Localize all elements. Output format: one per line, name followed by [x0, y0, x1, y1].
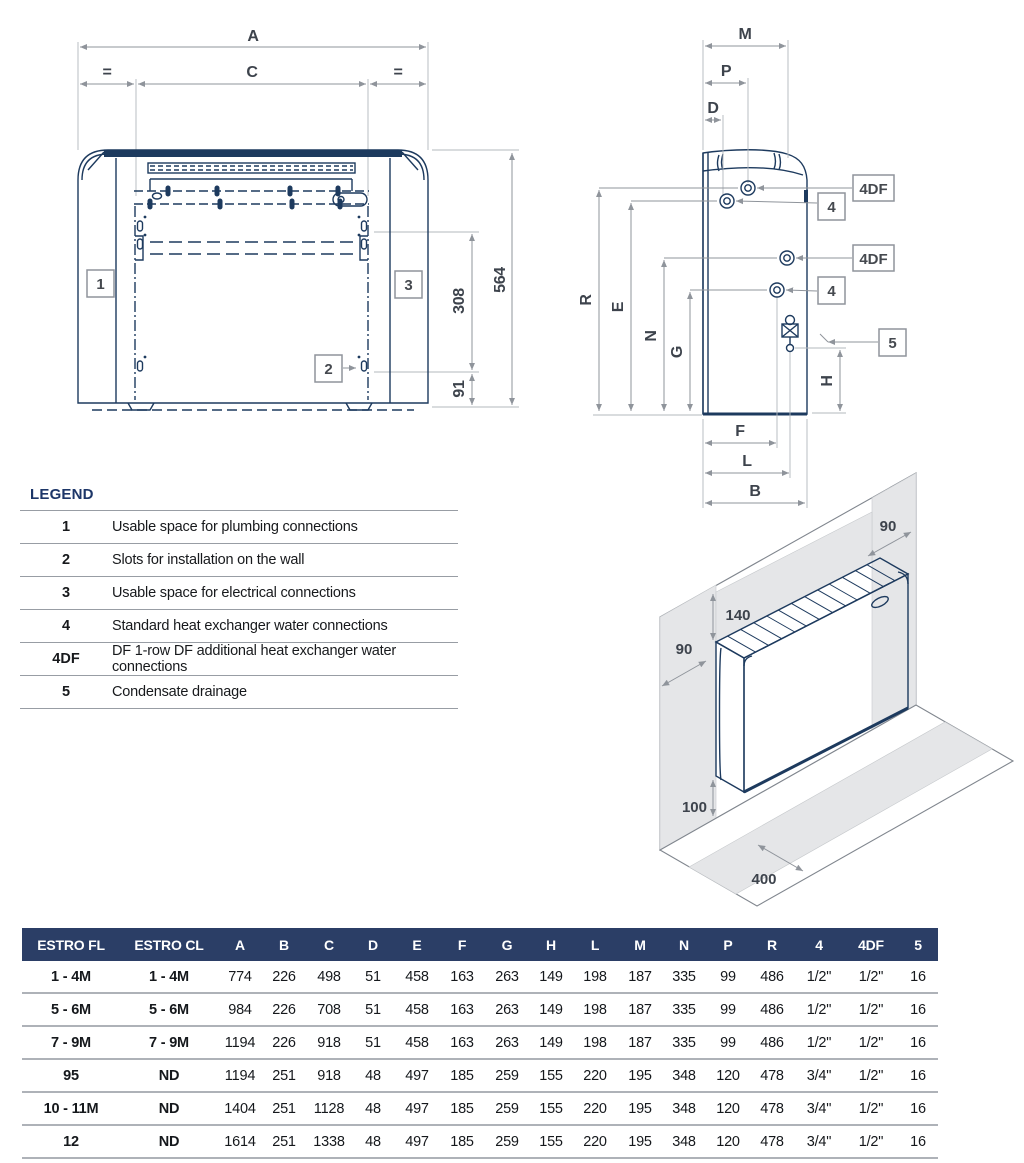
table-cell: 458 [394, 961, 440, 993]
column-header: ESTRO CL [120, 928, 218, 961]
table-cell: 1/2" [844, 1026, 898, 1059]
table-cell: 3/4" [794, 1092, 844, 1125]
table-cell: 497 [394, 1059, 440, 1092]
table-cell: 251 [262, 1125, 306, 1158]
legend-desc: Standard heat exchanger water connections [112, 618, 388, 634]
table-cell: 458 [394, 1026, 440, 1059]
table-cell: 226 [262, 1026, 306, 1059]
table-cell: 348 [662, 1059, 706, 1092]
table-cell: 198 [572, 993, 618, 1026]
table-cell: 1/2" [844, 1059, 898, 1092]
table-cell: 120 [706, 1125, 750, 1158]
table-cell: ND [120, 1092, 218, 1125]
table-row [22, 993, 938, 1026]
table-cell: 1/2" [844, 1125, 898, 1158]
side-dim-r-label: R [578, 294, 595, 306]
legend-key: 5 [61, 684, 71, 700]
table-cell: 7 - 9M [22, 1026, 120, 1059]
table-cell: 348 [662, 1092, 706, 1125]
side-dim-f-label: F [735, 423, 745, 440]
table-cell: 497 [394, 1125, 440, 1158]
legend-key: 4DF [52, 651, 80, 667]
front-callout-3-label: 3 [404, 277, 413, 294]
front-dim-eq-left-label: = [102, 64, 112, 81]
legend-row [20, 675, 458, 708]
front-dim-564-label: 564 [492, 267, 509, 293]
side-callout-4df-top [853, 175, 894, 201]
column-header: P [706, 928, 750, 961]
legend-desc: Condensate drainage [112, 684, 247, 700]
legend-title: LEGEND [30, 486, 94, 503]
condensate-drain-valve [782, 316, 798, 352]
table-cell: 263 [484, 993, 530, 1026]
table-row [22, 1125, 938, 1158]
table-cell: 220 [572, 1059, 618, 1092]
table-cell: 99 [706, 1026, 750, 1059]
table-cell: 51 [352, 1026, 394, 1059]
table-cell: 1 - 4M [22, 961, 120, 993]
column-header: A [218, 928, 262, 961]
front-callout-3 [395, 271, 422, 298]
front-callout-1-label: 1 [96, 276, 105, 293]
front-dim-eq-right-label: = [393, 64, 403, 81]
table-cell: 708 [306, 993, 352, 1026]
table-cell: 51 [352, 961, 394, 993]
table-cell: 120 [706, 1092, 750, 1125]
table-cell: 149 [530, 1026, 572, 1059]
side-dim-p-label: P [720, 63, 732, 80]
side-callout-4-top-label: 4 [827, 199, 836, 216]
legend [20, 486, 458, 709]
table-cell: 10 - 11M [22, 1092, 120, 1125]
iso-clearance-bottom-label: 100 [681, 799, 707, 816]
table-cell: 187 [618, 1026, 662, 1059]
table-cell: 259 [484, 1092, 530, 1125]
table-cell: 48 [352, 1092, 394, 1125]
table-cell: 263 [484, 961, 530, 993]
column-header: 4 [794, 928, 844, 961]
table-cell: 263 [484, 1026, 530, 1059]
table-cell: 5 - 6M [22, 993, 120, 1026]
table-row [22, 961, 938, 993]
table-cell: 16 [898, 1092, 938, 1125]
table-cell: 51 [352, 993, 394, 1026]
table-cell: 163 [440, 1026, 484, 1059]
table-cell: 1/2" [844, 993, 898, 1026]
side-dim-m-label: M [738, 26, 752, 43]
side-dim-n-label: N [643, 330, 660, 342]
column-header: G [484, 928, 530, 961]
column-header: N [662, 928, 706, 961]
table-cell: 458 [394, 993, 440, 1026]
table-cell: 918 [306, 1059, 352, 1092]
table-header-row [22, 928, 938, 961]
table-cell: 163 [440, 993, 484, 1026]
table-cell: 3/4" [794, 1059, 844, 1092]
table-cell: 155 [530, 1125, 572, 1158]
table-cell: 187 [618, 993, 662, 1026]
table-cell: 16 [898, 961, 938, 993]
table-cell: 48 [352, 1059, 394, 1092]
legend-row [20, 543, 458, 576]
column-header: H [530, 928, 572, 961]
legend-key: 2 [61, 552, 71, 568]
table-cell: 1338 [306, 1125, 352, 1158]
table-cell: 16 [898, 993, 938, 1026]
legend-key: 1 [61, 519, 71, 535]
table-cell: 120 [706, 1059, 750, 1092]
side-dim-g-label: G [669, 345, 686, 359]
table-cell: 1/2" [794, 961, 844, 993]
table-cell: 1128 [306, 1092, 352, 1125]
table-cell: 1/2" [794, 993, 844, 1026]
table-cell: ND [120, 1059, 218, 1092]
table-cell: 99 [706, 993, 750, 1026]
legend-desc: Usable space for electrical connections [112, 585, 356, 601]
front-callout-2 [315, 355, 356, 382]
table-cell: 774 [218, 961, 262, 993]
column-header: E [394, 928, 440, 961]
table-cell: 478 [750, 1092, 794, 1125]
dimensions-table [22, 928, 938, 1159]
column-header: B [262, 928, 306, 961]
column-header: ESTRO FL [22, 928, 120, 961]
table-cell: 163 [440, 961, 484, 993]
table-cell: 16 [898, 1026, 938, 1059]
column-header: R [750, 928, 794, 961]
table-cell: 198 [572, 1026, 618, 1059]
table-cell: 486 [750, 1026, 794, 1059]
iso-clearance-left-label: 90 [675, 641, 693, 658]
iso-clearance-above-label: 140 [725, 607, 751, 624]
legend-row [20, 642, 458, 675]
table-cell: 1194 [218, 1026, 262, 1059]
iso-clearance-front-label: 400 [751, 871, 777, 888]
column-header: C [306, 928, 352, 961]
table-cell: 259 [484, 1059, 530, 1092]
table-cell: 251 [262, 1059, 306, 1092]
iso-clearance-top-right-label: 90 [879, 518, 897, 535]
side-callout-5 [879, 329, 906, 356]
table-cell: 1/2" [794, 1026, 844, 1059]
table-cell: 195 [618, 1092, 662, 1125]
table-cell: 335 [662, 993, 706, 1026]
table-cell: 149 [530, 993, 572, 1026]
legend-desc: Slots for installation on the wall [112, 552, 305, 568]
legend-row [20, 510, 458, 543]
table-cell: 220 [572, 1125, 618, 1158]
table-cell: 198 [572, 961, 618, 993]
side-callout-4-mid-label: 4 [827, 283, 836, 300]
side-view-drawing [578, 26, 906, 508]
table-cell: 348 [662, 1125, 706, 1158]
table-row [22, 1059, 938, 1092]
front-dim-a-label: A [247, 28, 259, 45]
column-header: L [572, 928, 618, 961]
table-cell: 497 [394, 1092, 440, 1125]
table-cell: 48 [352, 1125, 394, 1158]
side-callout-4-mid [818, 277, 845, 304]
table-cell: 155 [530, 1092, 572, 1125]
table-cell: 226 [262, 961, 306, 993]
side-dim-l-label: L [742, 453, 752, 470]
table-cell: 220 [572, 1092, 618, 1125]
table-cell: 99 [706, 961, 750, 993]
table-cell: 185 [440, 1125, 484, 1158]
front-dim-308-label: 308 [451, 288, 468, 314]
table-cell: 195 [618, 1059, 662, 1092]
column-header: 4DF [844, 928, 898, 961]
side-callout-4df-mid [853, 245, 894, 271]
table-cell: 7 - 9M [120, 1026, 218, 1059]
table-cell: 478 [750, 1059, 794, 1092]
side-callout-4df-mid-label: 4DF [859, 251, 888, 268]
table-cell: 1/2" [844, 961, 898, 993]
column-header: D [352, 928, 394, 961]
column-header: M [618, 928, 662, 961]
table-body [22, 961, 938, 1158]
table-cell: 185 [440, 1092, 484, 1125]
table-cell: 984 [218, 993, 262, 1026]
column-header: 5 [898, 928, 938, 961]
table-cell: 1614 [218, 1125, 262, 1158]
side-dim-d-label: D [707, 100, 719, 117]
side-callout-5-label: 5 [888, 335, 897, 352]
table-cell: 1194 [218, 1059, 262, 1092]
installation-clearance-view [660, 473, 1013, 906]
table-cell: 1404 [218, 1092, 262, 1125]
table-cell: 1 - 4M [120, 961, 218, 993]
side-callout-4-top [818, 193, 845, 220]
table-cell: 918 [306, 1026, 352, 1059]
front-callout-2-label: 2 [324, 361, 333, 378]
table-cell: 187 [618, 961, 662, 993]
table-cell: 185 [440, 1059, 484, 1092]
table-cell: 155 [530, 1059, 572, 1092]
side-dim-b-label: B [749, 483, 761, 500]
table-cell: 498 [306, 961, 352, 993]
table-cell: 95 [22, 1059, 120, 1092]
table-cell: 149 [530, 961, 572, 993]
table-cell: 478 [750, 1125, 794, 1158]
table-cell: 5 - 6M [120, 993, 218, 1026]
table-cell: 335 [662, 1026, 706, 1059]
front-dim-c-label: C [246, 64, 258, 81]
legend-desc: DF 1-row DF additional heat exchanger water connections [112, 643, 396, 675]
table-cell: 251 [262, 1092, 306, 1125]
table-cell: 335 [662, 961, 706, 993]
table-cell: 1/2" [844, 1092, 898, 1125]
legend-key: 4 [61, 618, 71, 634]
table-cell: 12 [22, 1125, 120, 1158]
front-dim-91-label: 91 [451, 380, 468, 398]
table-cell: 226 [262, 993, 306, 1026]
legend-row [20, 609, 458, 642]
front-view-drawing [78, 28, 519, 410]
table-cell: 16 [898, 1125, 938, 1158]
front-callout-1 [87, 270, 114, 297]
table-cell: 259 [484, 1125, 530, 1158]
legend-key: 3 [61, 585, 71, 601]
legend-desc: Usable space for plumbing connections [112, 519, 358, 535]
side-callout-4df-top-label: 4DF [859, 181, 888, 198]
table-row [22, 1026, 938, 1059]
table-cell: 195 [618, 1125, 662, 1158]
side-dim-h-label: H [819, 375, 836, 387]
table-cell: 486 [750, 993, 794, 1026]
table-cell: 3/4" [794, 1125, 844, 1158]
legend-row [20, 576, 458, 609]
column-header: F [440, 928, 484, 961]
legend-rows [20, 510, 458, 709]
table-row [22, 1092, 938, 1125]
table-cell: 16 [898, 1059, 938, 1092]
table-cell: ND [120, 1125, 218, 1158]
side-dim-e-label: E [610, 301, 627, 313]
table-cell: 486 [750, 961, 794, 993]
